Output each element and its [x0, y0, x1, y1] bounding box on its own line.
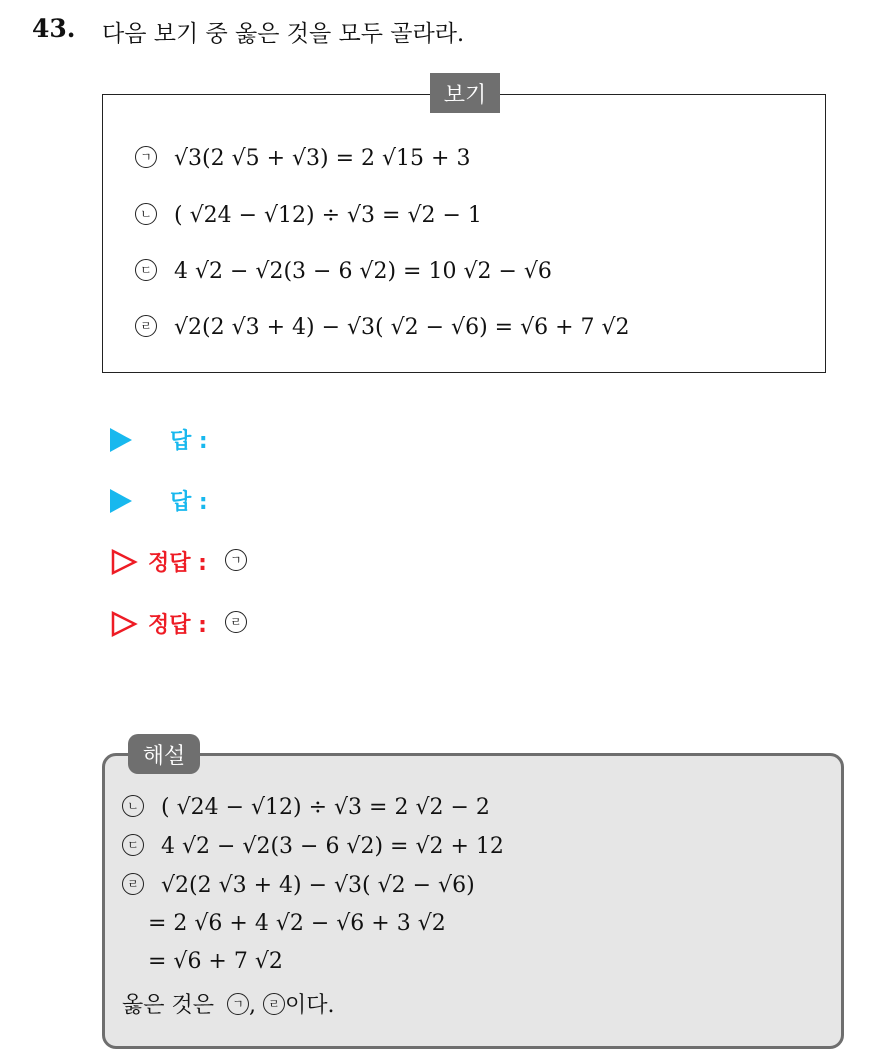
conclusion-prefix: 옳은 것은: [122, 993, 215, 1018]
correct-answer-row-1: [110, 546, 257, 577]
answer-label: 답 :: [170, 490, 208, 515]
explanation-math: ( √24 − √12) ÷ √3 = 2 √2 − 2: [161, 795, 490, 820]
outline-triangle-icon: [110, 548, 138, 576]
explanation-line-3: [122, 873, 475, 898]
explanation-title: 해설: [128, 734, 200, 774]
correct-answer-row-2: [110, 608, 257, 639]
circle-marker: ㄷ: [135, 259, 157, 281]
bogi-item-4: [135, 315, 630, 340]
conclusion-suffix: 이다.: [285, 993, 335, 1018]
explanation-conclusion: 옳은 것은 ㄱ , ㄹ 이다.: [122, 993, 335, 1018]
circle-marker: ㄱ: [227, 993, 249, 1015]
bogi-math: 4 √2 − √2(3 − 6 √2) = 10 √2 − √6: [174, 259, 552, 284]
bogi-math: √3(2 √5 + √3) = 2 √15 + 3: [174, 146, 471, 171]
outline-triangle-icon: [110, 610, 138, 638]
circle-marker: ㄹ: [225, 611, 247, 633]
correct-answer-label: 정답 :: [148, 551, 207, 576]
bogi-title: 보기: [430, 73, 500, 113]
explanation-line-2: [122, 834, 504, 859]
explanation-math: = 2 √6 + 4 √2 − √6 + 3 √2: [148, 911, 446, 936]
question-text: 다음 보기 중 옳은 것을 모두 골라라.: [102, 21, 465, 47]
bogi-item-3: [135, 259, 552, 284]
circle-marker: ㄹ: [122, 873, 144, 895]
bogi-math: √2(2 √3 + 4) − √3( √2 − √6) = √6 + 7 √2: [174, 315, 630, 340]
answer-label: 답 :: [170, 429, 208, 454]
circle-marker: ㄹ: [135, 315, 157, 337]
answer-blank-row-2: [110, 485, 208, 516]
play-triangle-icon: [110, 489, 132, 513]
correct-answer-label: 정답 :: [148, 613, 207, 638]
explanation-math: 4 √2 − √2(3 − 6 √2) = √2 + 12: [161, 834, 504, 859]
answer-blank-row-1: [110, 424, 208, 455]
play-triangle-icon: [110, 428, 132, 452]
circle-marker: ㄷ: [122, 834, 144, 856]
circle-marker: ㄹ: [263, 993, 285, 1015]
circle-marker: ㄴ: [135, 203, 157, 225]
bogi-item-2: [135, 203, 482, 228]
explanation-line-1: [122, 795, 490, 820]
explanation-line-4: [148, 911, 446, 936]
explanation-math: √2(2 √3 + 4) − √3( √2 − √6): [161, 873, 475, 898]
explanation-math: = √6 + 7 √2: [148, 949, 283, 974]
explanation-line-5: [148, 949, 283, 974]
circle-marker: ㄴ: [122, 795, 144, 817]
circle-marker: ㄱ: [225, 549, 247, 571]
bogi-item-1: [135, 146, 470, 171]
bogi-math: ( √24 − √12) ÷ √3 = √2 − 1: [174, 203, 482, 228]
question-number: 43.: [32, 14, 76, 43]
circle-marker: ㄱ: [135, 146, 157, 168]
